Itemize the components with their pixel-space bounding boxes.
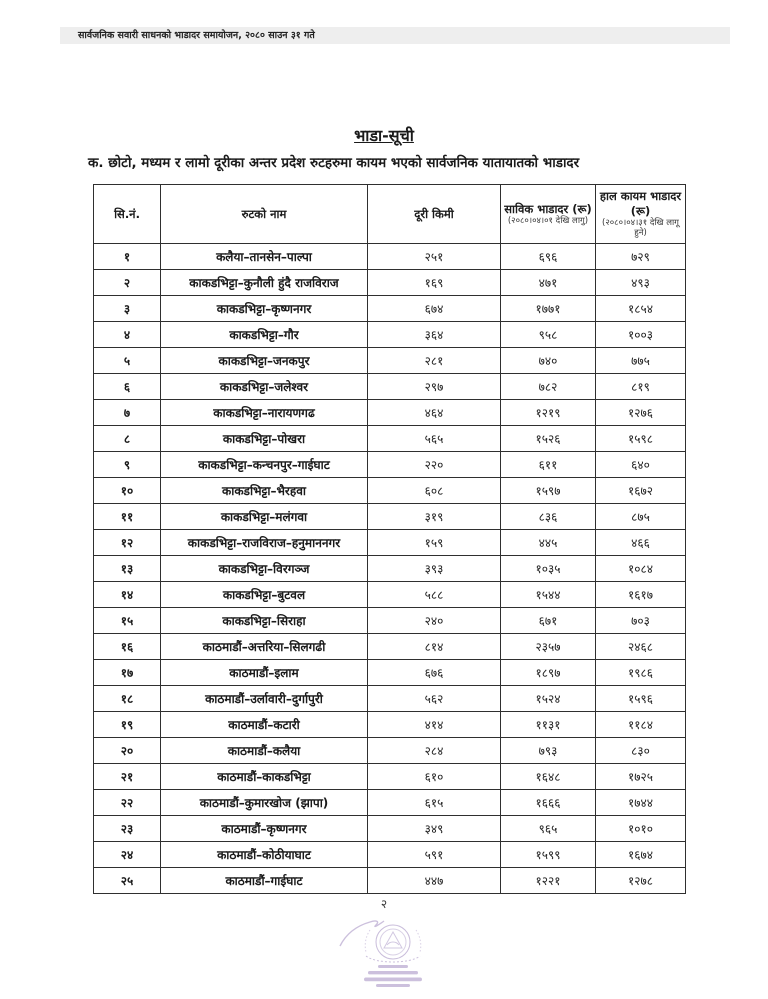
cell-old-fare: १८९७ (501, 660, 596, 686)
cell-sn: १९ (94, 712, 161, 738)
table-row (94, 400, 686, 426)
cell-route: काकडभिट्टा–सिराहा (161, 608, 368, 634)
cell-new-fare: १९८६ (596, 660, 686, 686)
cell-route: काठमाडौं–इलाम (161, 660, 368, 686)
table-row (94, 634, 686, 660)
cell-sn: १३ (94, 556, 161, 582)
cell-new-fare: १५९६ (596, 686, 686, 712)
table-row (94, 348, 686, 374)
cell-sn: १२ (94, 530, 161, 556)
cell-old-fare: ७९३ (501, 738, 596, 764)
cell-old-fare: १२२१ (501, 868, 596, 894)
table-row (94, 660, 686, 686)
cell-new-fare: १०१० (596, 816, 686, 842)
cell-distance: १६९ (368, 270, 501, 296)
cell-sn: ३ (94, 296, 161, 322)
page-subtitle: क. छोटो, मध्यम र लामो दूरीका अन्तर प्रदेश रुटहरुमा कायम भएको सार्वजनिक यातायातको भाडादर (88, 155, 580, 171)
cell-old-fare: ८३६ (501, 504, 596, 530)
cell-new-fare: ७०३ (596, 608, 686, 634)
table-row (94, 816, 686, 842)
cell-new-fare: १६७४ (596, 842, 686, 868)
official-stamp (326, 912, 456, 994)
cell-distance: ४४७ (368, 868, 501, 894)
cell-route: काकडभिट्टा–जलेश्वर (161, 374, 368, 400)
cell-new-fare: १२७८ (596, 868, 686, 894)
cell-distance: ६१० (368, 764, 501, 790)
cell-distance: १५९ (368, 530, 501, 556)
cell-sn: ६ (94, 374, 161, 400)
cell-old-fare: १५९७ (501, 478, 596, 504)
fare-table-header (94, 185, 686, 244)
table-row (94, 244, 686, 270)
cell-sn: ११ (94, 504, 161, 530)
table-row (94, 504, 686, 530)
cell-distance: ६७४ (368, 296, 501, 322)
cell-new-fare: १६७२ (596, 478, 686, 504)
cell-sn: १७ (94, 660, 161, 686)
cell-new-fare: २४६८ (596, 634, 686, 660)
cell-route: काठमाडौं–कृष्णनगर (161, 816, 368, 842)
header-old-fare-note: (२०८०।०४।०१ देखि लागु) (507, 216, 589, 227)
cell-old-fare: ७४० (501, 348, 596, 374)
header-new-fare-label: हाल कायम भाडादर (रू) (599, 189, 682, 218)
cell-new-fare: ७७५ (596, 348, 686, 374)
cell-new-fare: ४६६ (596, 530, 686, 556)
cell-distance: २८४ (368, 738, 501, 764)
cell-distance: २८१ (368, 348, 501, 374)
cell-route: काकडभिट्टा–कृष्णनगर (161, 296, 368, 322)
cell-distance: २४० (368, 608, 501, 634)
cell-new-fare: ८७५ (596, 504, 686, 530)
page-title: भाडा-सूची (354, 126, 414, 145)
cell-route: काकडभिट्टा–मलंगवा (161, 504, 368, 530)
cell-distance: ६१५ (368, 790, 501, 816)
document-header-text: सार्वजनिक सवारी साधनको भाडादर समायोजन, २०८० साउन ३१ गते (78, 30, 315, 41)
table-row (94, 556, 686, 582)
cell-old-fare: १६६६ (501, 790, 596, 816)
cell-sn: २१ (94, 764, 161, 790)
header-new-fare-note: (२०८०।०४।३१ देखि लागू हुने) (602, 218, 679, 239)
cell-new-fare: १६१७ (596, 582, 686, 608)
cell-new-fare: १७४४ (596, 790, 686, 816)
cell-route: काकडभिट्टा–कुनौली हुंदै राजविराज (161, 270, 368, 296)
cell-sn: २ (94, 270, 161, 296)
cell-old-fare: ७८२ (501, 374, 596, 400)
cell-new-fare: १०८४ (596, 556, 686, 582)
table-row (94, 764, 686, 790)
fare-table-body (94, 244, 686, 894)
cell-new-fare: १५९८ (596, 426, 686, 452)
table-row (94, 530, 686, 556)
table-row (94, 322, 686, 348)
cell-new-fare: १२७६ (596, 400, 686, 426)
document-header-bar (60, 27, 730, 44)
table-row (94, 270, 686, 296)
cell-old-fare: ६९६ (501, 244, 596, 270)
cell-distance: ५६२ (368, 686, 501, 712)
page-number: २ (380, 897, 388, 911)
table-row (94, 868, 686, 894)
table-row (94, 478, 686, 504)
cell-route: काठमाडौं–कलैया (161, 738, 368, 764)
cell-distance: ४१४ (368, 712, 501, 738)
cell-distance: ४६४ (368, 400, 501, 426)
cell-route: काकडभिट्टा–गौर (161, 322, 368, 348)
cell-sn: २५ (94, 868, 161, 894)
cell-distance: ३९३ (368, 556, 501, 582)
table-row (94, 452, 686, 478)
cell-old-fare: ११३१ (501, 712, 596, 738)
cell-old-fare: १५९९ (501, 842, 596, 868)
cell-sn: ९ (94, 452, 161, 478)
cell-route: काठमाडौं–अत्तरिया–सिलगढी (161, 634, 368, 660)
cell-sn: १० (94, 478, 161, 504)
cell-route: काकडभिट्टा–भैरहवा (161, 478, 368, 504)
cell-route: काठमाडौं–कोठीयाघाट (161, 842, 368, 868)
cell-old-fare: १५२४ (501, 686, 596, 712)
cell-sn: ५ (94, 348, 161, 374)
cell-sn: १ (94, 244, 161, 270)
cell-new-fare: १००३ (596, 322, 686, 348)
cell-sn: १८ (94, 686, 161, 712)
cell-route: काकडभिट्टा–जनकपुर (161, 348, 368, 374)
cell-distance: ५८८ (368, 582, 501, 608)
cell-route: काठमाडौं–उर्लावारी–दुर्गापुरी (161, 686, 368, 712)
header-route: रुटको नाम (161, 185, 368, 244)
cell-distance: ६७६ (368, 660, 501, 686)
cell-distance: ५९१ (368, 842, 501, 868)
cell-sn: २४ (94, 842, 161, 868)
cell-sn: २० (94, 738, 161, 764)
table-row (94, 374, 686, 400)
cell-new-fare: ८१९ (596, 374, 686, 400)
header-new-fare (596, 185, 686, 244)
cell-distance: ३६४ (368, 322, 501, 348)
cell-route: काठमाडौं–काकडभिट्टा (161, 764, 368, 790)
cell-route: काकडभिट्टा–पोखरा (161, 426, 368, 452)
cell-old-fare: १५४४ (501, 582, 596, 608)
cell-old-fare: २३५७ (501, 634, 596, 660)
cell-new-fare: ८३० (596, 738, 686, 764)
cell-distance: २२० (368, 452, 501, 478)
cell-sn: ४ (94, 322, 161, 348)
header-old-fare (501, 185, 596, 244)
table-row (94, 712, 686, 738)
cell-sn: १५ (94, 608, 161, 634)
cell-old-fare: ६७१ (501, 608, 596, 634)
cell-new-fare: ६४० (596, 452, 686, 478)
cell-route: काकडभिट्टा–राजविराज–हनुमाननगर (161, 530, 368, 556)
cell-route: काठमाडौं–कटारी (161, 712, 368, 738)
cell-distance: ३१९ (368, 504, 501, 530)
table-row (94, 608, 686, 634)
cell-route: काकडभिट्टा–विरगञ्ज (161, 556, 368, 582)
signature-stroke (340, 921, 384, 946)
cell-old-fare: १६४८ (501, 764, 596, 790)
cell-distance: २५१ (368, 244, 501, 270)
cell-new-fare: १७२५ (596, 764, 686, 790)
table-row (94, 686, 686, 712)
table-row (94, 790, 686, 816)
cell-route: काठमाडौं–कुमारखोज (झापा) (161, 790, 368, 816)
cell-old-fare: १०३५ (501, 556, 596, 582)
cell-old-fare: ९५८ (501, 322, 596, 348)
cell-sn: ८ (94, 426, 161, 452)
table-row (94, 738, 686, 764)
header-old-fare-label: साविक भाडादर (रू) (504, 201, 592, 216)
cell-sn: २२ (94, 790, 161, 816)
cell-distance: ५६५ (368, 426, 501, 452)
cell-old-fare: ९६५ (501, 816, 596, 842)
cell-new-fare: ११८४ (596, 712, 686, 738)
cell-route: कलैया–तानसेन–पाल्पा (161, 244, 368, 270)
cell-old-fare: ४४५ (501, 530, 596, 556)
header-sn: सि.नं. (94, 185, 161, 244)
cell-old-fare: १७७१ (501, 296, 596, 322)
cell-route: काकडभिट्टा–कन्चनपुर–गाईघाट (161, 452, 368, 478)
cell-sn: २३ (94, 816, 161, 842)
header-distance: दूरी किमी (368, 185, 501, 244)
table-row (94, 296, 686, 322)
cell-distance: २९७ (368, 374, 501, 400)
cell-route: काकडभिट्टा–नारायणगढ (161, 400, 368, 426)
cell-new-fare: ७२९ (596, 244, 686, 270)
cell-sn: ७ (94, 400, 161, 426)
cell-distance: ६०८ (368, 478, 501, 504)
fare-table (93, 184, 686, 894)
cell-distance: ८१४ (368, 634, 501, 660)
cell-new-fare: ४९३ (596, 270, 686, 296)
cell-route: काकडभिट्टा–बुटवल (161, 582, 368, 608)
cell-sn: १४ (94, 582, 161, 608)
cell-distance: ३४९ (368, 816, 501, 842)
header-row (94, 185, 686, 244)
table-row (94, 842, 686, 868)
stamp-seal-graphic (326, 912, 456, 994)
cell-sn: १६ (94, 634, 161, 660)
table-row (94, 582, 686, 608)
table-row (94, 426, 686, 452)
cell-old-fare: १५२६ (501, 426, 596, 452)
cell-route: काठमाडौं–गाईघाट (161, 868, 368, 894)
cell-old-fare: १२१९ (501, 400, 596, 426)
cell-old-fare: ४७१ (501, 270, 596, 296)
cell-old-fare: ६११ (501, 452, 596, 478)
cell-new-fare: १८५४ (596, 296, 686, 322)
